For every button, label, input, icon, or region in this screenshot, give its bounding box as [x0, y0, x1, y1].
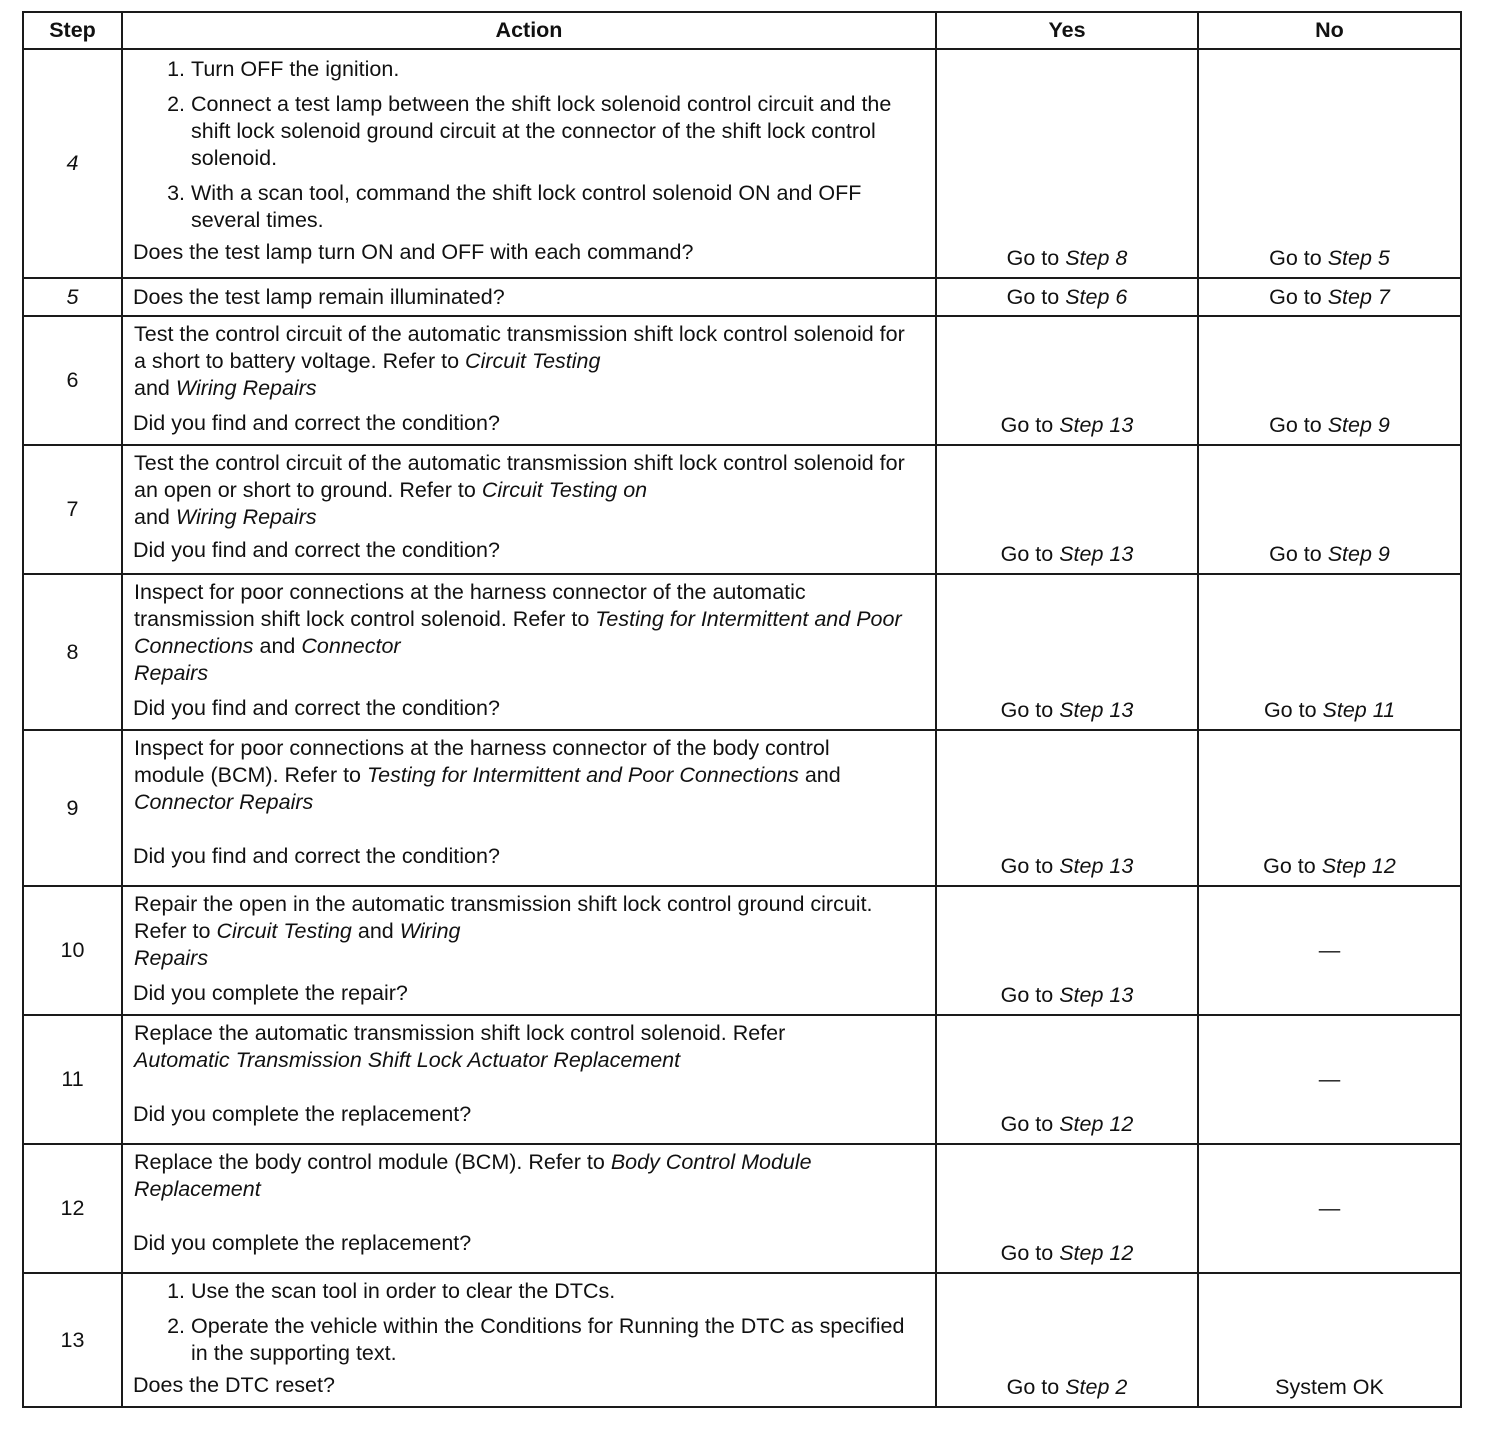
reference-link[interactable]: Body Control Module Replacement [134, 1150, 812, 1201]
header-action: Action [122, 12, 936, 49]
result-text: System OK [1275, 1375, 1384, 1399]
no-cell [1198, 730, 1461, 886]
reference-link[interactable]: Connector Repairs [134, 790, 314, 814]
action-text [123, 887, 935, 972]
reference-link[interactable]: Circuit Testing [216, 919, 352, 943]
step-link[interactable]: Step 12 [1321, 854, 1396, 878]
list-item: 2. Operate the vehicle within the Conditions for Running the DTC as specified in the supporting text. [191, 1313, 935, 1367]
goto-text: Go to [1000, 1241, 1054, 1265]
goto-text: Go to [1263, 854, 1316, 878]
action-question: Did you find and correct the condition? [133, 696, 500, 720]
goto-text: Go to [1006, 246, 1060, 270]
table-row [23, 278, 1461, 316]
no-cell [1198, 574, 1461, 730]
action-text [123, 317, 935, 402]
step-link[interactable]: Step 7 [1327, 284, 1390, 309]
action-sentence: Test the control circuit of the automatic transmission shift lock control solenoid for an open or short to ground. Refer to [134, 451, 905, 502]
step-link[interactable]: Step 12 [1059, 1241, 1134, 1265]
action-cell [122, 730, 936, 886]
action-sentence: Inspect for poor connections at the harness connector of the automatic transmission shift lock control solenoid. Refer to [134, 580, 806, 631]
action-text [123, 1016, 935, 1101]
action-question: Did you find and correct the condition? [133, 844, 500, 868]
yes-cell [936, 316, 1198, 445]
action-list [123, 50, 935, 234]
action-cell [122, 445, 936, 574]
step-number: 4 [23, 49, 122, 278]
step-link[interactable]: Step 8 [1065, 246, 1128, 270]
step-number: 8 [23, 574, 122, 730]
action-conjunction: and [357, 919, 394, 943]
list-item: 1. Use the scan tool in order to clear the DTCs. [191, 1278, 935, 1305]
step-link[interactable]: Step 12 [1059, 1112, 1134, 1136]
header-step: Step [23, 12, 122, 49]
step-link[interactable]: Step 13 [1059, 983, 1134, 1007]
action-cell [122, 278, 936, 316]
reference-link[interactable]: Circuit Testing on [481, 478, 648, 502]
action-cell [122, 49, 936, 278]
yes-cell [936, 49, 1198, 278]
goto-text: Go to [1006, 1375, 1060, 1399]
header-row [23, 12, 1461, 49]
table-row [23, 445, 1461, 574]
reference-link[interactable]: Repairs [134, 946, 209, 970]
goto-text: Go to [1000, 854, 1054, 878]
action-cell [122, 1144, 936, 1273]
yes-cell [936, 1015, 1198, 1144]
reference-link[interactable]: Repairs [134, 661, 209, 685]
dash-text: — [1318, 938, 1341, 962]
step-number: 12 [23, 1144, 122, 1273]
header-no: No [1198, 12, 1461, 49]
table-row [23, 886, 1461, 1015]
action-question: Did you complete the replacement? [133, 1102, 472, 1126]
reference-link[interactable]: Testing for Intermittent and Poor Connections [134, 607, 902, 658]
table-row [23, 730, 1461, 886]
step-link[interactable]: Step 13 [1059, 542, 1134, 566]
action-text [123, 575, 935, 687]
goto-text: Go to [1269, 246, 1322, 270]
action-sentence: Replace the body control module (BCM). Refer to [134, 1150, 605, 1174]
action-sentence: Inspect for poor connections at the harness connector of the body control module (BCM). Refer to [134, 736, 830, 787]
goto-text: Go to [1000, 413, 1054, 437]
step-link[interactable]: Step 13 [1059, 698, 1134, 722]
action-list [123, 1274, 935, 1367]
reference-link[interactable]: Wiring Repairs [175, 376, 317, 400]
no-cell [1198, 316, 1461, 445]
action-cell [122, 1015, 936, 1144]
diagnostic-table [22, 11, 1462, 1408]
goto-text: Go to [1000, 1112, 1054, 1136]
yes-cell [936, 1273, 1198, 1407]
reference-link[interactable]: Automatic Transmission Shift Lock Actuator Replacement [134, 1048, 681, 1072]
step-number: 11 [23, 1015, 122, 1144]
action-cell [122, 316, 936, 445]
dash-text: — [1318, 1196, 1341, 1220]
no-cell [1198, 1015, 1461, 1144]
table-row [23, 1015, 1461, 1144]
action-conjunction: and [134, 376, 170, 400]
table-row [23, 49, 1461, 278]
action-question: Does the DTC reset? [133, 1373, 335, 1397]
action-text [123, 1145, 935, 1230]
action-question: Does the test lamp turn ON and OFF with each command? [133, 240, 694, 264]
header-yes: Yes [936, 12, 1198, 49]
step-link[interactable]: Step 6 [1065, 284, 1128, 309]
goto-text: Go to [1269, 413, 1322, 437]
dash-text: — [1318, 1067, 1341, 1091]
action-cell [122, 574, 936, 730]
step-number: 5 [23, 278, 122, 316]
action-conjunction: and [134, 505, 170, 529]
no-cell [1198, 1144, 1461, 1273]
table-row [23, 316, 1461, 445]
step-link[interactable]: Step 5 [1327, 246, 1390, 270]
table-row [23, 1273, 1461, 1407]
action-question: Did you find and correct the condition? [133, 538, 500, 562]
action-question: Did you complete the replacement? [133, 1231, 472, 1255]
yes-cell [936, 445, 1198, 574]
reference-link[interactable]: Connector [301, 634, 401, 658]
yes-cell [936, 278, 1198, 316]
action-question: Did you find and correct the condition? [133, 411, 500, 435]
goto-text: Go to [1263, 698, 1317, 722]
reference-link[interactable]: Circuit Testing [465, 349, 601, 373]
no-cell [1198, 1273, 1461, 1407]
table-row [23, 1144, 1461, 1273]
action-text [123, 446, 935, 531]
reference-link[interactable]: Wiring Repairs [175, 505, 317, 529]
step-link[interactable]: Step 9 [1327, 413, 1390, 437]
list-item: 1. Turn OFF the ignition. [191, 56, 935, 83]
action-sentence: Repair the open in the automatic transmission shift lock control ground circuit. Refer to [134, 892, 873, 943]
action-conjunction: and [259, 634, 296, 658]
step-number: 7 [23, 445, 122, 574]
action-text [123, 731, 935, 843]
action-question: Did you complete the repair? [133, 981, 408, 1005]
yes-cell [936, 1144, 1198, 1273]
step-link[interactable]: Step 11 [1322, 698, 1396, 722]
no-cell [1198, 886, 1461, 1015]
step-number: 13 [23, 1273, 122, 1407]
action-question: Does the test lamp remain illuminated? [133, 284, 505, 309]
no-cell [1198, 445, 1461, 574]
step-link[interactable]: Step 9 [1327, 542, 1390, 566]
no-cell [1198, 49, 1461, 278]
goto-text: Go to [1000, 542, 1054, 566]
goto-text: Go to [1269, 284, 1322, 309]
reference-link[interactable]: Testing for Intermittent and Poor Connections [367, 763, 799, 787]
step-link[interactable]: Step 13 [1059, 413, 1134, 437]
list-item: 2. Connect a test lamp between the shift lock solenoid control circuit and the shift lock solenoid ground circuit at the connector of the shift lock control solenoid. [191, 91, 935, 172]
yes-cell [936, 886, 1198, 1015]
step-number: 9 [23, 730, 122, 886]
action-conjunction: and [804, 763, 841, 787]
goto-text: Go to [1000, 698, 1054, 722]
table-row [23, 574, 1461, 730]
goto-text: Go to [1006, 284, 1060, 309]
goto-text: Go to [1269, 542, 1322, 566]
action-cell [122, 886, 936, 1015]
action-cell [122, 1273, 936, 1407]
yes-cell [936, 574, 1198, 730]
step-number: 6 [23, 316, 122, 445]
list-item: 3. With a scan tool, command the shift lock control solenoid ON and OFF several times. [191, 180, 935, 234]
yes-cell [936, 730, 1198, 886]
goto-text: Go to [1000, 983, 1054, 1007]
step-link[interactable]: Step 2 [1065, 1375, 1128, 1399]
step-number: 10 [23, 886, 122, 1015]
action-sentence: Replace the automatic transmission shift lock control solenoid. Refer [134, 1021, 786, 1045]
step-link[interactable]: Step 13 [1059, 854, 1134, 878]
no-cell [1198, 278, 1461, 316]
action-sentence: Test the control circuit of the automatic transmission shift lock control solenoid for a short to battery voltage. Refer to [134, 322, 905, 373]
reference-link[interactable]: Wiring [399, 919, 461, 943]
